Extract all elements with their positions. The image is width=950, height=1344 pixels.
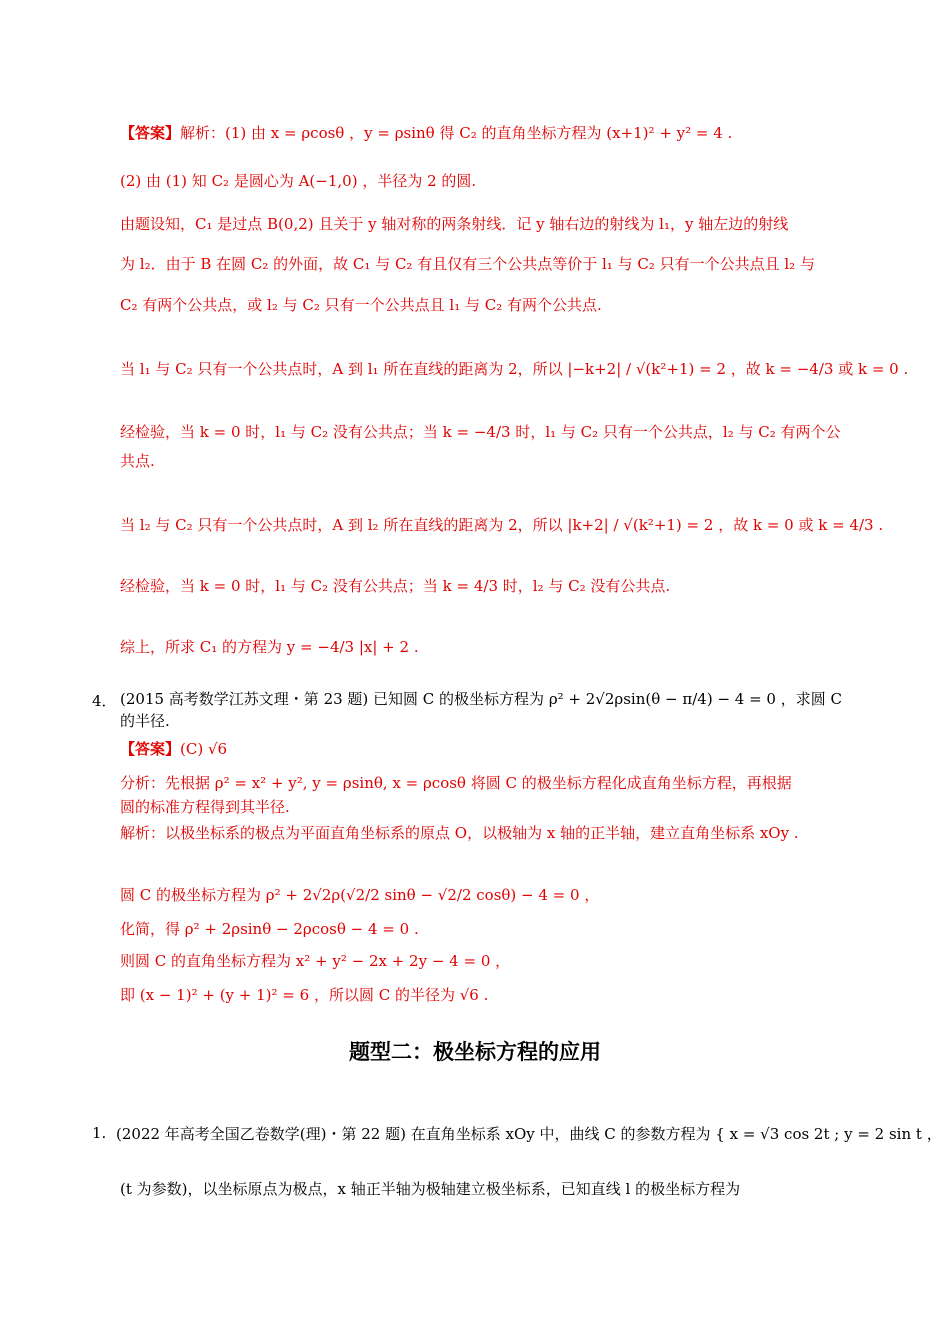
text-line: 化简，得 ρ² + 2ρsinθ − 2ρcosθ − 4 = 0 .	[120, 920, 419, 938]
text-line: 当 l₂ 与 C₂ 只有一个公共点时，A 到 l₂ 所在直线的距离为 2，所以 |k+2| / √(k²+1) = 2 ，故 k = 0 或 k = 4/3 .	[120, 516, 884, 534]
section-heading: 题型二：极坐标方程的应用	[349, 1040, 601, 1064]
question-line: (2022 年高考全国乙卷数学(理)・第 22 题) 在直角坐标系 xOy 中，曲线 C 的参数方程为 { x = √3 cos 2t ; y = 2 sin t ，	[116, 1125, 942, 1143]
problem-number: 4．	[92, 692, 117, 710]
answer-line: 【答案】(C) √6	[120, 740, 228, 758]
question-line: (2015 高考数学江苏文理・第 23 题) 已知圆 C 的极坐标方程为 ρ² + 2√2ρsin(θ − π/4) − 4 = 0 ，求圆 C	[120, 690, 842, 708]
text-line: 圆 C 的极坐标方程为 ρ² + 2√2ρ(√2/2 sinθ − √2/2 cosθ) − 4 = 0 ，	[120, 886, 600, 904]
text-line: 由题设知，C₁ 是过点 B(0,2) 且关于 y 轴对称的两条射线．记 y 轴右边的射线为 l₁，y 轴左边的射线	[120, 215, 789, 233]
answer-tag: 【答案】	[120, 740, 181, 758]
text-line: 综上，所求 C₁ 的方程为 y = −4/3 |x| + 2 .	[120, 638, 419, 656]
text-line: 经检验，当 k = 0 时，l₁ 与 C₂ 没有公共点；当 k = 4/3 时，l₂ 与 C₂ 没有公共点.	[120, 577, 671, 595]
question-line: (t 为参数)，以坐标原点为极点，x 轴正半轴为极轴建立极坐标系，已知直线 l 的极坐标方程为	[120, 1180, 741, 1198]
problem-number: 1.	[92, 1124, 107, 1142]
text-line: 分析：先根据 ρ² = x² + y², y = ρsinθ, x = ρcosθ 将圆 C 的极坐标方程化成直角坐标方程，再根据	[120, 774, 792, 792]
text-line: 解析：以极坐标系的极点为平面直角坐标系的原点 O，以极轴为 x 轴的正半轴，建立直角坐标系 xOy .	[120, 824, 799, 842]
text-line: 共点.	[120, 452, 155, 470]
text-line: 则圆 C 的直角坐标方程为 x² + y² − 2x + 2y − 4 = 0 ，	[120, 952, 511, 970]
text-line: (2) 由 (1) 知 C₂ 是圆心为 A(−1,0) ，半径为 2 的圆.	[120, 172, 477, 190]
text-line: 圆的标准方程得到其半径.	[120, 798, 290, 816]
text-line: 为 l₂．由于 B 在圆 C₂ 的外面，故 C₁ 与 C₂ 有且仅有三个公共点等价于 l₁ 与 C₂ 只有一个公共点且 l₂ 与	[120, 255, 815, 273]
question-line: 的半径.	[120, 712, 170, 730]
text-line: C₂ 有两个公共点，或 l₂ 与 C₂ 只有一个公共点且 l₁ 与 C₂ 有两个公共点.	[120, 296, 602, 314]
answer-line: 【答案】解析：(1) 由 x = ρcosθ ，y = ρsinθ 得 C₂ 的直角坐标方程为 (x+1)² + y² = 4 .	[120, 124, 733, 142]
answer-tag: 【答案】	[120, 124, 181, 142]
text-line: 即 (x − 1)² + (y + 1)² = 6 ，所以圆 C 的半径为 √6 .	[120, 986, 489, 1004]
text-line: 当 l₁ 与 C₂ 只有一个公共点时，A 到 l₁ 所在直线的距离为 2，所以 |−k+2| / √(k²+1) = 2 ，故 k = −4/3 或 k = 0 .	[120, 360, 909, 378]
text-line: 经检验，当 k = 0 时，l₁ 与 C₂ 没有公共点；当 k = −4/3 时，l₁ 与 C₂ 只有一个公共点，l₂ 与 C₂ 有两个公	[120, 423, 841, 441]
